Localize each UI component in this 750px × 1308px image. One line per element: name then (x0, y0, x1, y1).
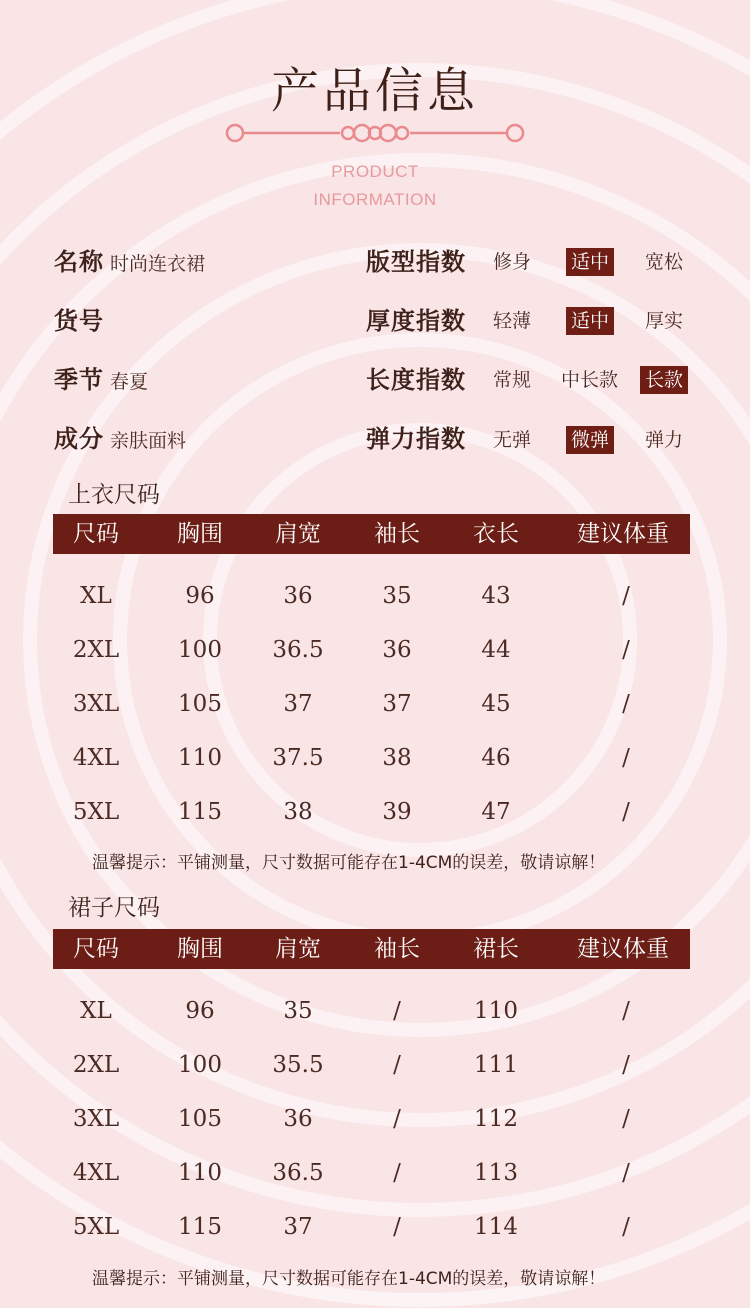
table-cell: / (622, 998, 630, 1024)
column-header: 袖长 (374, 936, 420, 962)
table-cell: / (622, 583, 630, 609)
table-cell: XL (80, 583, 112, 609)
thickness-index-label: 厚度指数 (366, 307, 466, 335)
table-cell: 45 (481, 691, 511, 717)
table-cell: 3XL (72, 1106, 120, 1132)
elasticity-option: 弹力 (645, 429, 684, 451)
table-cell: / (393, 1160, 401, 1186)
table-cell: 2XL (72, 637, 120, 663)
thickness-option: 适中 (566, 307, 614, 335)
fit-option: 修身 (493, 251, 532, 273)
table-cell: 96 (185, 998, 215, 1024)
page-title: 产品信息 (270, 63, 479, 119)
table-cell: / (393, 998, 401, 1024)
measurement-note: 温馨提示：平铺测量，尺寸数据可能存在1-4CM的误差，敬请谅解！ (92, 1269, 606, 1289)
elasticity-option: 无弹 (493, 429, 532, 451)
table-cell: 37.5 (272, 745, 324, 771)
length-option: 常规 (493, 369, 532, 391)
info-season (54, 363, 148, 397)
table-cell: 114 (474, 1214, 518, 1240)
column-header: 胸围 (177, 936, 223, 962)
table-cell: 47 (481, 799, 511, 825)
table-cell: / (622, 1214, 630, 1240)
column-header: 胸围 (177, 521, 223, 547)
table-cell: 35.5 (272, 1052, 324, 1078)
table-cell: 35 (283, 998, 313, 1024)
table-cell: 46 (481, 745, 511, 771)
table-cell: 112 (474, 1106, 518, 1132)
column-header: 肩宽 (275, 936, 321, 962)
table-cell: 38 (283, 799, 313, 825)
table-cell: 44 (481, 637, 511, 663)
info-label: 成分 (54, 425, 104, 453)
column-header: 衣长 (473, 521, 519, 547)
subtitle-information: INFORMATION (313, 190, 437, 209)
measurement-note: 温馨提示：平铺测量，尺寸数据可能存在1-4CM的误差，敬请谅解！ (92, 853, 606, 873)
top-size-title: 上衣尺码 (68, 482, 160, 508)
table-cell: 110 (474, 998, 518, 1024)
thickness-option: 厚实 (645, 310, 684, 332)
table-cell: 36 (283, 583, 313, 609)
table-cell: 36.5 (272, 1160, 324, 1186)
table-cell: / (393, 1106, 401, 1132)
table-cell: 36 (283, 1106, 313, 1132)
table-cell: 3XL (72, 691, 120, 717)
info-material (54, 422, 186, 456)
elasticity-index-label: 弹力指数 (366, 425, 466, 453)
fit-option: 宽松 (645, 251, 684, 273)
info-value: 亲肤面料 (110, 430, 187, 452)
info-value: 春夏 (110, 371, 149, 393)
table-cell: 37 (283, 1214, 313, 1240)
table-cell: 100 (178, 1052, 222, 1078)
elasticity-option: 微弹 (566, 426, 614, 454)
table-cell: XL (80, 998, 112, 1024)
table-cell: 2XL (72, 1052, 120, 1078)
table-cell: 43 (481, 583, 511, 609)
info-sku (54, 304, 110, 338)
table-cell: 105 (178, 1106, 222, 1132)
table-cell: 36.5 (272, 637, 324, 663)
info-label: 名称 (54, 248, 104, 276)
table-cell: 38 (382, 745, 412, 771)
table-cell: 5XL (72, 1214, 120, 1240)
length-option: 中长款 (561, 369, 619, 391)
column-header: 肩宽 (275, 521, 321, 547)
table-cell: / (622, 1106, 630, 1132)
title-ornament (222, 118, 528, 148)
column-header: 尺码 (73, 936, 119, 962)
table-cell: / (622, 637, 630, 663)
table-cell: 100 (178, 637, 222, 663)
column-header: 建议体重 (577, 936, 669, 962)
info-name (54, 245, 205, 279)
table-cell: 113 (474, 1160, 518, 1186)
column-header: 尺码 (73, 521, 119, 547)
table-cell: / (622, 1052, 630, 1078)
table-cell: 115 (178, 1214, 222, 1240)
thickness-option: 轻薄 (493, 310, 532, 332)
table-cell: / (622, 691, 630, 717)
table-cell: 110 (178, 1160, 222, 1186)
column-header: 建议体重 (577, 521, 669, 547)
column-header: 袖长 (374, 521, 420, 547)
fit-option: 适中 (566, 248, 614, 276)
table-cell: 105 (178, 691, 222, 717)
top-table-header (53, 514, 690, 554)
table-cell: 115 (178, 799, 222, 825)
table-cell: 4XL (72, 1160, 120, 1186)
table-cell: 35 (382, 583, 412, 609)
length-option: 长款 (640, 366, 688, 394)
table-cell: / (393, 1214, 401, 1240)
table-cell: 4XL (72, 745, 120, 771)
table-cell: 39 (382, 799, 412, 825)
table-cell: 110 (178, 745, 222, 771)
info-value: 时尚连衣裙 (110, 253, 206, 275)
table-cell: 37 (283, 691, 313, 717)
table-cell: 111 (474, 1052, 518, 1078)
info-label: 货号 (54, 307, 104, 335)
length-index-label: 长度指数 (366, 366, 466, 394)
skirt-size-title: 裙子尺码 (68, 895, 160, 921)
table-cell: / (622, 799, 630, 825)
fit-index-label: 版型指数 (366, 248, 466, 276)
skirt-table-header (53, 929, 690, 969)
table-cell: 36 (382, 637, 412, 663)
info-label: 季节 (54, 366, 104, 394)
table-cell: 96 (185, 583, 215, 609)
table-cell: / (622, 1160, 630, 1186)
table-cell: / (622, 745, 630, 771)
subtitle-product: PRODUCT (331, 162, 419, 181)
table-cell: / (393, 1052, 401, 1078)
table-cell: 5XL (72, 799, 120, 825)
column-header: 裙长 (473, 936, 519, 962)
table-cell: 37 (382, 691, 412, 717)
